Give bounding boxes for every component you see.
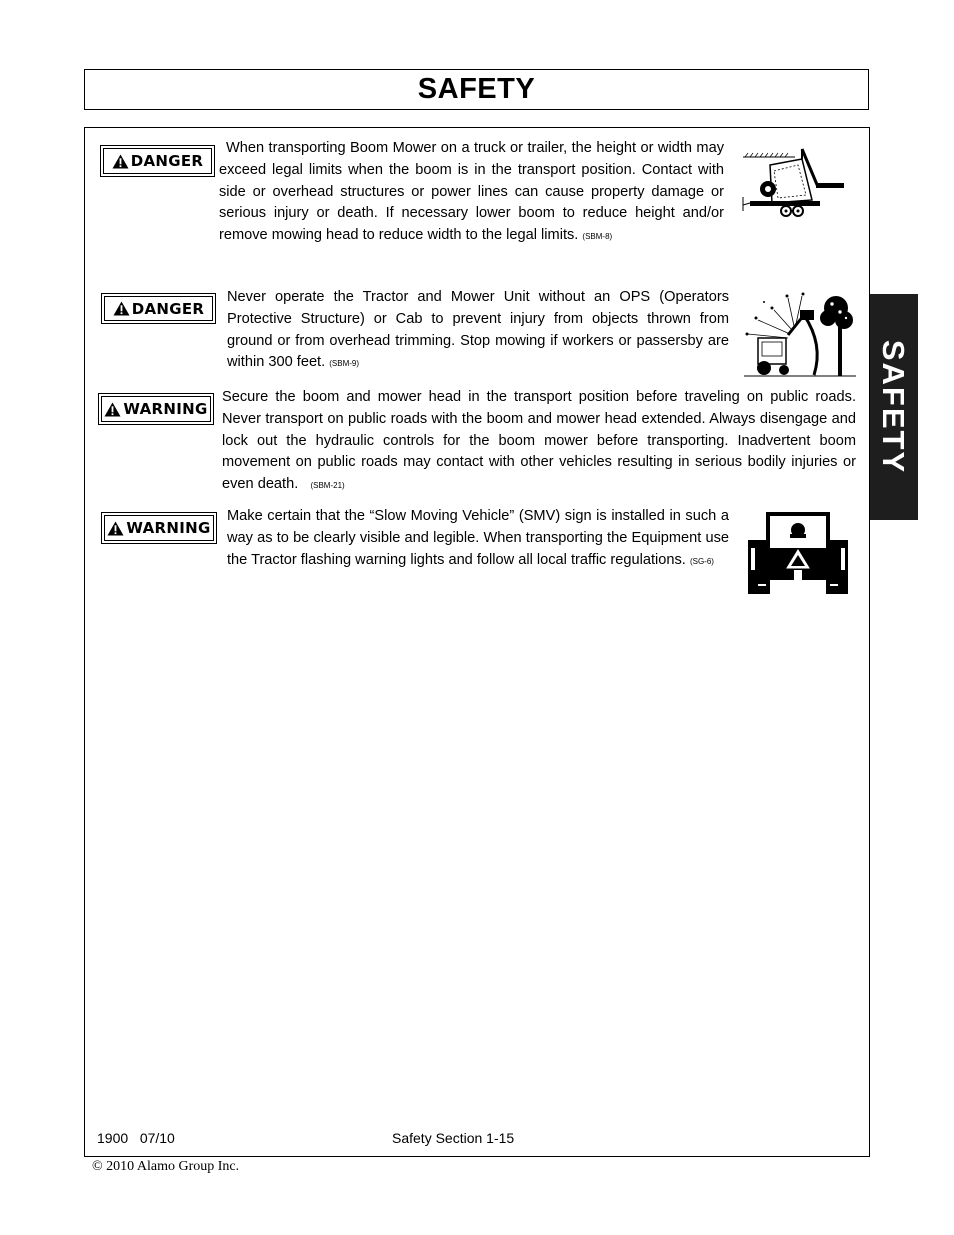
badge-label: WARNING (126, 519, 211, 537)
alert-triangle-icon (113, 301, 130, 316)
warning-text: Never operate the Tractor and Mower Unit without an OPS (Operators Protective Structure) or Cab to prevent injury from objects thrown from ground or from overhead trimming. Stop mowing if workers or passersby are within 300 feet. (SBM-9) (227, 289, 729, 371)
tractor-rear-smv-illustration (746, 512, 850, 596)
alert-triangle-icon (112, 154, 129, 169)
reference-code: (SBM-21) (310, 481, 345, 491)
reference-code: (SBM-9) (329, 359, 360, 369)
warning-badge (98, 393, 214, 425)
reference-code: (SBM-8) (582, 232, 613, 242)
section-tab (869, 294, 918, 520)
section-tab-label: SAFETY (876, 339, 912, 475)
warning-text: Make certain that the “Slow Moving Vehicle” (SMV) sign is installed in such a way as to be clearly visible and legible. When transporting the Equipment use the Tractor flashing warning lights and follow all local traffic regulations. (SG-6) (227, 508, 729, 568)
danger-badge (101, 293, 216, 324)
warning-text: When transporting Boom Mower on a truck or trailer, the height or width may exceed legal limits when the boom is in the transport position. Contact with side or overhead structures or power lines can cause property damage or serious injury or death. If necessary lower boom to reduce height and/or remove mowing head to reduce width to the legal limits. (SBM-8) (219, 140, 724, 244)
alert-triangle-icon (107, 521, 124, 536)
badge-label: DANGER (130, 152, 204, 170)
alert-triangle-icon (104, 402, 121, 417)
danger-badge (100, 145, 215, 177)
content-frame (84, 127, 870, 1157)
section-page-number: Safety Section 1-15 (392, 1130, 515, 1146)
tractor-on-trailer-illustration (740, 145, 845, 220)
reference-code: (SG-6) (689, 556, 714, 566)
warning-badge (101, 512, 217, 544)
warning-text: Secure the boom and mower head in the transport position before traveling on public roads. Never transport on public roads with the boom and mower head extended. Always disengage and lock out the hydraulic controls for the boom mower before transporting. Inadvertent boom movement on public roads may contact with other vehicles resulting in serious bodily injuries or even death. (SBM-21) (222, 389, 856, 493)
copyright: © 2010 Alamo Group Inc. (92, 1159, 240, 1174)
mower-thrown-objects-illustration (744, 290, 856, 382)
badge-label: WARNING (123, 400, 208, 418)
badge-label: DANGER (131, 299, 205, 318)
page-title: SAFETY (84, 69, 869, 110)
model-date: 1900 07/10 (97, 1130, 175, 1146)
